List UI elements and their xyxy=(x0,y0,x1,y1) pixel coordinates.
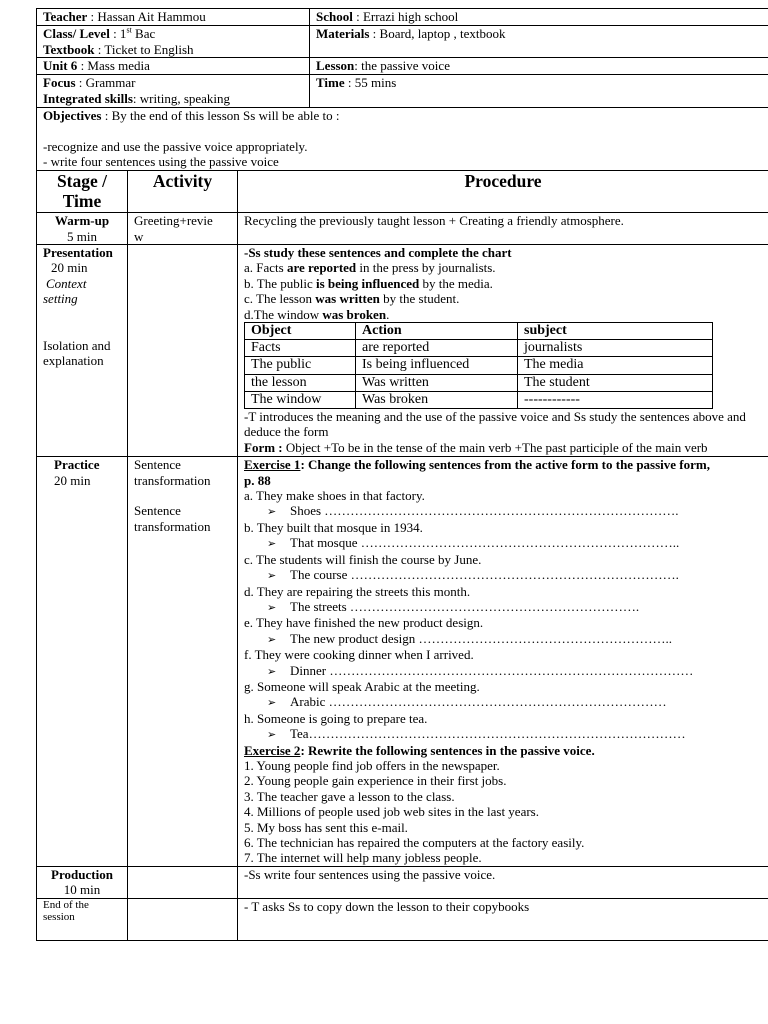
chart-cell: The window xyxy=(245,391,356,408)
time-value: : 55 mins xyxy=(344,75,397,91)
lesson-value: : the passive voice xyxy=(354,58,450,74)
presentation-activity-cell xyxy=(128,244,238,456)
production-procedure: -Ss write four sentences using the passive voice. xyxy=(244,866,496,882)
class-value: : 1 xyxy=(109,25,127,41)
lesson-plan xyxy=(36,8,768,941)
header-table xyxy=(36,8,768,171)
chart-cell: The public xyxy=(245,357,356,374)
exercise-prompt xyxy=(244,694,762,710)
end-activity-cell xyxy=(128,898,238,940)
arrow-bullet-icon: ➢ xyxy=(267,600,277,614)
objectives-intro: : By the end of this lesson Ss will be able to : xyxy=(101,107,340,123)
class-textbook-cell xyxy=(37,25,310,58)
exercise-2-item: 3. The teacher gave a lesson to the class. xyxy=(244,788,455,804)
exercise-prompt xyxy=(244,599,762,615)
arrow-bullet-icon: ➢ xyxy=(267,696,277,710)
exercise-item: c. The students will finish the course by June. xyxy=(244,551,482,567)
chart-cell: are reported xyxy=(356,340,518,357)
example-sentence xyxy=(244,260,762,275)
focus-skills-cell xyxy=(37,75,310,108)
prompt-text: Arabic …………………………………………………………………… xyxy=(290,694,667,710)
isolation-explanation-cont: explanation xyxy=(43,353,104,369)
chart-cell: The student xyxy=(518,374,713,391)
practice-activity-cell xyxy=(128,457,238,867)
end-procedure: - T asks Ss to copy down the lesson to their copybooks xyxy=(244,898,530,914)
exercise-item: b. They built that mosque in 1934. xyxy=(244,519,423,535)
presentation-stage-cell xyxy=(37,244,128,456)
prompt-text: That mosque ……………………………………………………………….. xyxy=(290,535,680,551)
example-sentence xyxy=(244,291,762,306)
prompt-text: Tea…………………………………………………………………………… xyxy=(290,726,686,742)
practice-activity: Sentence xyxy=(134,503,181,519)
materials-value: : Board, laptop , textbook xyxy=(369,25,506,41)
class-value-post: Bac xyxy=(131,25,156,41)
presentation-stage: Presentation xyxy=(43,244,113,260)
sentence-text: in the press by journalists. xyxy=(356,260,496,276)
lesson-cell xyxy=(310,58,768,75)
exercise-item: e. They have finished the new product design. xyxy=(244,615,484,631)
end-stage-cell xyxy=(37,898,128,940)
teacher-value: : Hassan Ait Hammou xyxy=(87,9,206,24)
objectives-cell xyxy=(37,107,768,170)
chart-header-cell xyxy=(518,323,713,340)
warmup-activity-cont: w xyxy=(134,228,144,244)
exercise-item: a. They make shoes in that factory. xyxy=(244,488,425,504)
chart-cell: Was written xyxy=(356,374,518,391)
exercise-item: h. Someone is going to prepare tea. xyxy=(244,710,428,726)
chart-header-action: Action xyxy=(362,323,402,339)
warmup-activity: Greeting+revie xyxy=(134,213,213,229)
teacher-label: Teacher xyxy=(43,9,88,24)
practice-activity: Sentence xyxy=(134,457,181,473)
exercise-item: g. Someone will speak Arabic at the meeting. xyxy=(244,678,480,694)
prompt-text: The streets …………………………………………………………. xyxy=(290,598,640,614)
form-label: Form : xyxy=(244,439,283,455)
exercise-1-page: p. 88 xyxy=(244,472,271,488)
practice-row xyxy=(37,457,768,867)
chart-header-cell xyxy=(356,323,518,340)
exercise-2-title xyxy=(244,743,762,758)
exercise-2-item: 4. Millions of people used job web sites in the last years. xyxy=(244,804,539,820)
chart-cell: ------------ xyxy=(518,391,713,408)
presentation-procedure-cell xyxy=(238,244,768,456)
prompt-text: The course …………………………………………………………………. xyxy=(290,567,679,583)
skills-value: : writing, speaking xyxy=(132,90,231,106)
presentation-instruction: -Ss study these sentences and complete the chart xyxy=(244,244,512,260)
exercise-2-item: 5. My boss has sent this e-mail. xyxy=(244,819,408,835)
sentence-text: c. The lesson xyxy=(244,291,316,307)
sentence-verb: are reported xyxy=(286,260,357,276)
sentence-text: d.The window xyxy=(244,306,323,322)
stage-time-header xyxy=(37,171,128,213)
materials-label: Materials xyxy=(316,25,370,41)
chart-cell: the lesson xyxy=(245,374,356,391)
sentence-verb: was written xyxy=(315,291,380,307)
sentence-text: . xyxy=(386,306,390,322)
production-time: 10 min xyxy=(63,882,101,898)
practice-activity-cont: transformation xyxy=(134,472,211,488)
focus-label: Focus xyxy=(43,75,76,91)
warmup-procedure: Recycling the previously taught lesson + Creating a friendly atmosphere. xyxy=(244,213,624,229)
objective-item: - write four sentences using the passive voice xyxy=(43,154,279,170)
example-sentence xyxy=(244,276,762,291)
practice-stage: Practice xyxy=(54,457,100,473)
school-label: School xyxy=(316,9,353,24)
teacher-cell xyxy=(37,9,310,26)
end-stage: End of the xyxy=(43,898,89,911)
exercise-1-title xyxy=(244,457,762,472)
chart-cell: The media xyxy=(518,357,713,374)
end-procedure-cell xyxy=(238,898,768,940)
exercise-prompt xyxy=(244,663,762,679)
practice-stage-cell xyxy=(37,457,128,867)
sentence-text: b. The public xyxy=(244,275,316,291)
materials-cell xyxy=(310,25,768,58)
practice-activity-cont: transformation xyxy=(134,518,211,534)
warmup-row xyxy=(37,213,768,245)
chart-cell: journalists xyxy=(518,340,713,357)
warmup-time: 5 min xyxy=(67,228,97,244)
chart-cell: Facts xyxy=(245,340,356,357)
textbook-label: Textbook xyxy=(43,41,95,57)
focus-value: : Grammar xyxy=(75,75,136,91)
exercise-2-item: 7. The internet will help many jobless people. xyxy=(244,850,482,866)
form-value: Object +To be in the tense of the main verb +The past participle of the main verb xyxy=(282,439,708,455)
prompt-text: Shoes ………………………………………………………………………. xyxy=(290,503,679,519)
chart-row xyxy=(245,357,713,374)
warmup-procedure-cell xyxy=(238,213,768,245)
exercise-2-item: 1. Young people find job offers in the newspaper. xyxy=(244,757,500,773)
exercise-item: f. They were cooking dinner when I arrived. xyxy=(244,647,474,663)
school-cell xyxy=(310,9,768,26)
objectives-label: Objectives xyxy=(43,107,102,123)
presentation-row xyxy=(37,244,768,456)
practice-procedure-cell xyxy=(238,457,768,867)
activity-header: Activity xyxy=(128,171,238,213)
arrow-bullet-icon: ➢ xyxy=(267,632,277,646)
chart-header-cell xyxy=(245,323,356,340)
production-stage: Production xyxy=(51,866,113,882)
textbook-value: : Ticket to English xyxy=(94,41,194,57)
chart-row xyxy=(245,391,713,408)
presentation-explain: -T introduces the meaning and the use of the passive voice and Ss study the sentences above and deduce the form xyxy=(244,409,746,440)
warmup-activity-cell xyxy=(128,213,238,245)
chart-row xyxy=(245,340,713,357)
procedure-header: Procedure xyxy=(238,171,768,213)
arrow-bullet-icon: ➢ xyxy=(267,728,277,742)
exercise-2-item: 6. The technician has repaired the computers at the factory easily. xyxy=(244,835,585,850)
exercise-2-item: 2. Young people gain experience in their first jobs. xyxy=(244,773,507,789)
end-row xyxy=(37,898,768,940)
arrow-bullet-icon: ➢ xyxy=(267,505,277,519)
warmup-stage-cell xyxy=(37,213,128,245)
prompt-text: Dinner ………………………………………………………………………… xyxy=(290,662,694,678)
exercise-item: d. They are repairing the streets this month. xyxy=(244,583,471,599)
chart-cell: Was broken xyxy=(356,391,518,408)
sentence-verb: is being influenced xyxy=(315,275,420,291)
chart-cell: Is being influenced xyxy=(356,357,518,374)
exercise-prompt xyxy=(244,631,762,647)
stage-header-line: Stage / xyxy=(56,171,108,192)
exercise-1-label: Exercise 1 xyxy=(244,457,301,473)
sentence-text: by the student. xyxy=(379,291,460,307)
example-sentence xyxy=(244,307,762,322)
exercise-prompt xyxy=(244,535,762,551)
prompt-text: The new product design ………………………………………………….. xyxy=(290,630,673,646)
time-label: Time xyxy=(316,75,345,91)
lesson-label: Lesson xyxy=(316,58,355,74)
production-activity-cell xyxy=(128,866,238,898)
context-setting: Context xyxy=(46,275,87,291)
class-value-sup: st xyxy=(126,25,132,35)
chart-header-object: Object xyxy=(251,323,292,339)
exercise-prompt xyxy=(244,726,762,742)
chart-row xyxy=(245,374,713,391)
exercise-2-instruction: : Rewrite the following sentences in the passive voice. xyxy=(300,742,595,758)
school-value: : Errazi high school xyxy=(352,9,459,24)
unit-label: Unit 6 xyxy=(43,58,78,74)
sentence-verb: was broken xyxy=(322,306,387,322)
production-stage-cell xyxy=(37,866,128,898)
time-header-line: Time xyxy=(62,190,102,211)
class-label: Class/ Level xyxy=(43,25,110,41)
context-setting-cont: setting xyxy=(43,291,78,307)
production-procedure-cell xyxy=(238,866,768,898)
unit-cell xyxy=(37,58,310,75)
skills-label: Integrated skills xyxy=(43,90,133,106)
procedure-table xyxy=(36,170,768,940)
time-cell xyxy=(310,75,768,108)
arrow-bullet-icon: ➢ xyxy=(267,537,277,551)
arrow-bullet-icon: ➢ xyxy=(267,569,277,583)
passive-chart xyxy=(244,322,713,409)
arrow-bullet-icon: ➢ xyxy=(267,664,277,678)
sentence-text: by the media. xyxy=(419,275,493,291)
practice-time: 20 min xyxy=(54,472,91,488)
chart-header-row xyxy=(245,323,713,340)
isolation-explanation: Isolation and xyxy=(43,337,111,353)
exercise-prompt xyxy=(244,503,762,519)
unit-value: : Mass media xyxy=(77,58,150,74)
exercise-prompt xyxy=(244,567,762,583)
chart-header-subject: subject xyxy=(524,323,567,339)
objective-item: -recognize and use the passive voice appropriately. xyxy=(43,138,308,154)
presentation-time: 20 min xyxy=(51,260,88,276)
end-stage-cont: session xyxy=(43,910,75,923)
sentence-text: a. Facts xyxy=(244,260,287,276)
warmup-stage: Warm-up xyxy=(54,213,110,229)
exercise-1-instruction: : Change the following sentences from the active form to the passive form, xyxy=(300,457,710,473)
production-row xyxy=(37,866,768,898)
exercise-2-label: Exercise 2 xyxy=(244,742,301,758)
